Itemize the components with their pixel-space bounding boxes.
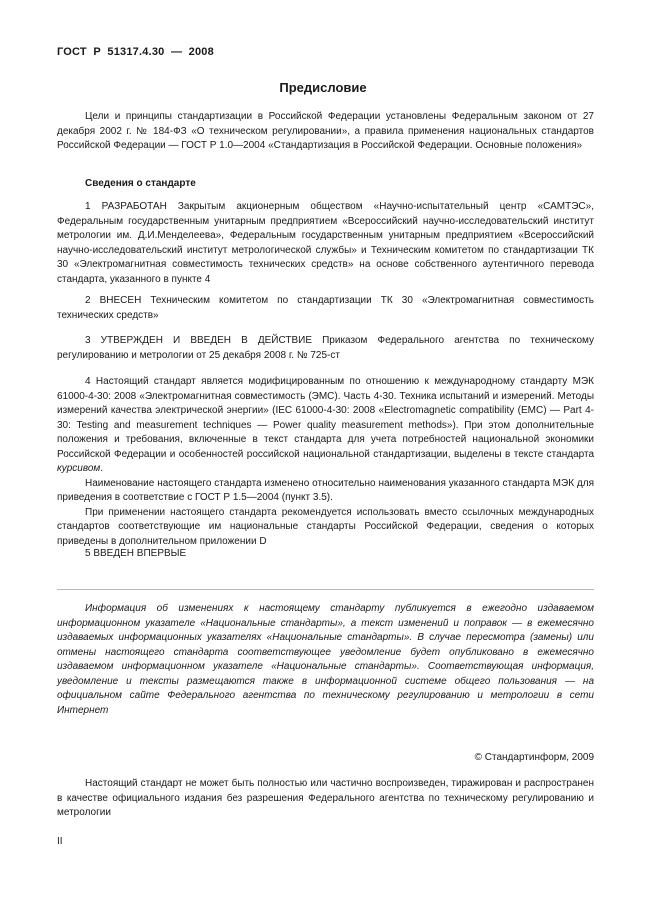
item-4-paragraph-3: При применении настоящего стандарта рекомендуется использовать вместо ссылочных международных стандартов соответствующие им национальные стандарты Российской Федерации, сведения о которых приведены в дополнительном приложении D xyxy=(57,506,594,547)
item-4-modification xyxy=(57,375,594,549)
standard-code-header: ГОСТ Р 51317.4.30 — 2008 xyxy=(57,46,214,58)
item-5-first-introduced: 5 ВВЕДЕН ВПЕРВЫЕ xyxy=(85,548,187,559)
reproduction-notice: Настоящий стандарт не может быть полностью или частично воспроизведен, тиражирован и распространен в качестве официального издания без разрешения Федерального агентства по техническому регулированию и метрологии xyxy=(57,778,594,818)
item-4-period: . xyxy=(100,463,104,474)
copyright: © Стандартинформ, 2009 xyxy=(474,752,594,763)
item-4-paragraph-1 xyxy=(57,375,594,477)
item-1-developed: 1 РАЗРАБОТАН Закрытым акционерным обществом «Научно-испытательный центр «САМТЭС», Федеральным государственным унитарным предприятием «Всероссийский научно-исследовательский институт метрологии им. Д.И.Менделеева», Федеральным государственным унитарным предприятием «Всероссийский научно-исследовательский институт метрологической службы» и Техническим комитетом по стандартизации ТК 30 «Электромагнитная совместимость технических средств» на основе собственного аутентичного перевода стандарта, указанного в пункте 4 xyxy=(57,201,594,285)
separator-line xyxy=(57,589,594,590)
item-4-text: 4 Настоящий стандарт является модифицированным по отношению к международному стандарту МЭК 61000-4-30: 2008 «Электромагнитная совместимость (ЭМС). Часть 4-30. Техника испытаний и измерений. Методы измерений качества электрической энергии» (IEC 61000-4-30: 2008 «Electromagnetic compatibility (EMC) — Part 4-30: Testing and measurement techniques — Power quality measurement methods»). При этом дополнительные положения и требования, включенные в текст стандарта для учета потребностей национальной экономики Российской Федерации и особенностей российской национальной стандартизации, выделены в тексте стандарта xyxy=(57,376,594,460)
intro-paragraph: Цели и принципы стандартизации в Российской Федерации установлены Федеральным законом от 27 декабря 2002 г. № 184-ФЗ «О техническом регулировании», а правила применения национальных стандартов Российской Федерации — ГОСТ Р 1.0—2004 «Стандартизация в Российской Федерации. Основные положения» xyxy=(57,111,594,151)
changes-notice: Информация об изменениях к настоящему стандарту публикуется в ежегодно издаваемом информационном указателе «Национальные стандарты», а текст изменений и поправок — в ежемесячно издаваемых информационных указателях «Национальные стандарты». В случае пересмотра (замены) или отмены настоящего стандарта соответствующее уведомление будет опубликовано в ежемесячно издаваемом информационном указателе «Национальные стандарты». Соответствующая информация, уведомление и тексты размещаются также в информационной системе общего пользования — на официальном сайте Федерального агентства по техническому регулированию и метрологии в сети Интернет xyxy=(57,603,594,716)
item-4-paragraph-2: Наименование настоящего стандарта изменено относительно наименования указанного стандарта МЭК для приведения в соответствие с ГОСТ Р 1.5—2004 (пункт 3.5). xyxy=(57,477,594,503)
page-number: II xyxy=(57,836,63,847)
item-2-submitted: 2 ВНЕСЕН Техническим комитетом по стандартизации ТК 30 «Электромагнитная совместимость технических средств» xyxy=(57,295,594,321)
section-heading: Сведения о стандарте xyxy=(85,178,196,189)
item-4-italic-word: курсивом xyxy=(57,463,101,474)
page-title: Предисловие xyxy=(279,80,367,95)
item-3-approved: 3 УТВЕРЖДЕН И ВВЕДЕН В ДЕЙСТВИЕ Приказом Федерального агентства по техническому регулированию и метрологии от 25 декабря 2008 г. № 725-ст xyxy=(57,335,594,361)
